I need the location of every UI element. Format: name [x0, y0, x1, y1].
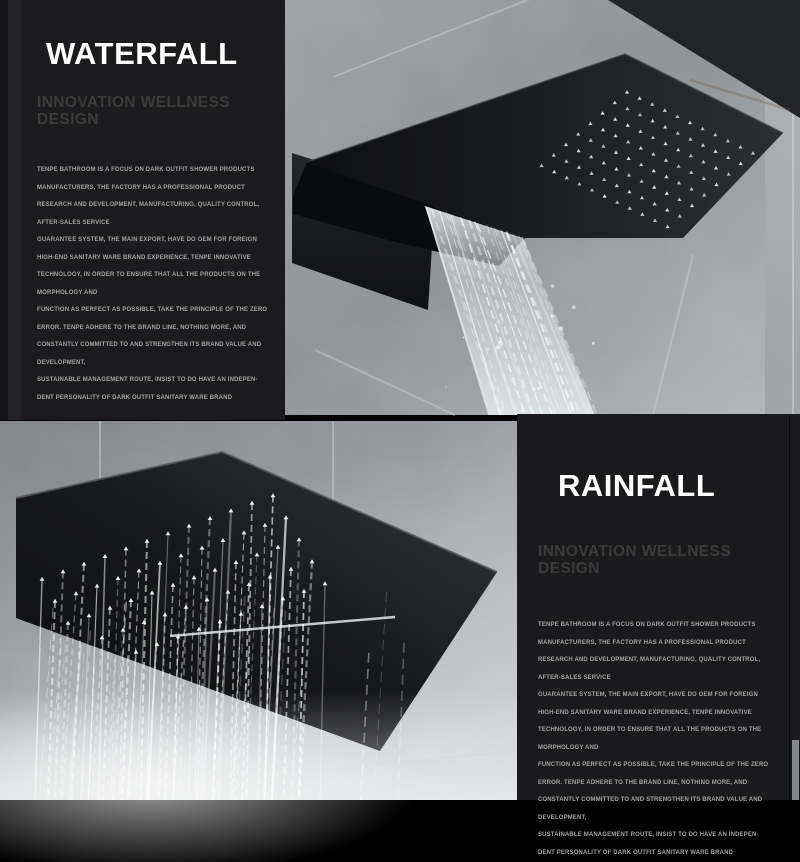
- water-droplet: [551, 315, 554, 318]
- body-text-line: CONSTANTLY COMMITTED TO AND STRENGTHEN ITS BRAND VALUE AND: [538, 792, 763, 810]
- water-droplet: [445, 386, 447, 388]
- body-text-line: FUNCTION AS PERFECT AS POSSIBLE, TAKE THE PRINCIPLE OF THE ZERO: [37, 302, 262, 320]
- body-text-line: MORPHOLOGY AND: [37, 285, 262, 303]
- body-text-line: FUNCTION AS PERFECT AS POSSIBLE, TAKE THE PRINCIPLE OF THE ZERO: [538, 757, 763, 775]
- water-droplet: [559, 326, 563, 330]
- body-text-line: RESEARCH AND DEVELOPMENT, MANUFACTURING, QUALITY CONTROL,: [538, 652, 763, 670]
- water-droplet: [537, 387, 540, 390]
- body-text-line: CONSTANTLY COMMITTED TO AND STRENGTHEN ITS BRAND VALUE AND: [37, 337, 262, 355]
- water-droplet: [572, 305, 576, 309]
- body-text-line: DEVELOPMENT,: [37, 355, 262, 373]
- water-droplet: [592, 342, 595, 345]
- water-droplet: [502, 322, 504, 324]
- water-droplet: [485, 364, 488, 367]
- subtitle-line: DESIGN: [538, 561, 731, 578]
- subtitle-line: DESIGN: [37, 112, 230, 129]
- subtitle-line: INNOVATION WELLNESS: [37, 95, 230, 112]
- waterfall-body-text: [37, 162, 262, 407]
- waterfall-subtitle: [37, 95, 230, 128]
- mist-overlay: [0, 691, 517, 800]
- panel-edge-line: [789, 414, 790, 800]
- body-text-line: MANUFACTURERS, THE FACTORY HAS A PROFESSIONAL PRODUCT: [538, 635, 763, 653]
- body-text-line: HIGH-END SANITARY WARE BRAND EXPERIENCE, TENPE INNOVATIVE: [37, 250, 262, 268]
- water-droplet: [532, 387, 535, 390]
- water-droplet: [498, 341, 501, 344]
- body-text-line: DENT PERSONALITY OF DARK OUTFIT SANITARY WARE BRAND: [538, 845, 763, 862]
- rainfall-subtitle: [538, 544, 731, 577]
- rainfall-body-text: [538, 617, 763, 862]
- body-text-line: MANUFACTURERS, THE FACTORY HAS A PROFESSIONAL PRODUCT: [37, 180, 262, 198]
- body-text-line: AFTER-SALES SERVICE: [37, 215, 262, 233]
- body-text-line: TECHNOLOGY, IN ORDER TO ENSURE THAT ALL THE PRODUCTS ON THE: [37, 267, 262, 285]
- body-text-line: TENPE BATHROOM IS A FOCUS ON DARK OUTFIT SHOWER PRODUCTS: [538, 617, 763, 635]
- body-text-line: RESEARCH AND DEVELOPMENT, MANUFACTURING, QUALITY CONTROL,: [37, 197, 262, 215]
- body-text-line: SUSTAINABLE MANAGEMENT ROUTE, INSIST TO DO HAVE AN INDEPEN-: [37, 372, 262, 390]
- water-droplet: [551, 284, 555, 288]
- waterfall-title: WATERFALL: [46, 36, 238, 72]
- panel-edge-glint: [792, 740, 799, 800]
- water-droplet: [463, 337, 465, 339]
- waterfall-mode-photo: [285, 0, 800, 415]
- subtitle-line: INNOVATION WELLNESS: [538, 544, 731, 561]
- body-text-line: DEVELOPMENT,: [538, 810, 763, 828]
- rainfall-mode-photo: [0, 421, 517, 800]
- water-droplet: [496, 320, 500, 324]
- water-droplet: [487, 347, 489, 349]
- body-text-line: GUARANTEE SYSTEM, THE MAIN EXPORT, HAVE DO OEM FOR FOREIGN: [37, 232, 262, 250]
- body-text-line: ERROR. TENPE ADHERE TO THE BRAND LINE, NOTHING MORE, AND: [37, 320, 262, 338]
- body-text-line: TECHNOLOGY, IN ORDER TO ENSURE THAT ALL THE PRODUCTS ON THE: [538, 722, 763, 740]
- rainfall-text-panel: [517, 414, 800, 800]
- body-text-line: MORPHOLOGY AND: [538, 740, 763, 758]
- body-text-line: ERROR. TENPE ADHERE TO THE BRAND LINE, NOTHING MORE, AND: [538, 775, 763, 793]
- water-droplet: [496, 346, 500, 350]
- body-text-line: HIGH-END SANITARY WARE BRAND EXPERIENCE, TENPE INNOVATIVE: [538, 705, 763, 723]
- body-text-line: DENT PERSONALITY OF DARK OUTFIT SANITARY WARE BRAND: [37, 390, 262, 408]
- rainfall-photo-art: [0, 421, 517, 800]
- body-text-line: AFTER-SALES SERVICE: [538, 670, 763, 688]
- body-text-line: GUARANTEE SYSTEM, THE MAIN EXPORT, HAVE DO OEM FOR FOREIGN: [538, 687, 763, 705]
- body-text-line: SUSTAINABLE MANAGEMENT ROUTE, INSIST TO DO HAVE AN INDEPEN-: [538, 827, 763, 845]
- body-text-line: TENPE BATHROOM IS A FOCUS ON DARK OUTFIT SHOWER PRODUCTS: [37, 162, 262, 180]
- waterfall-text-panel: [0, 0, 285, 420]
- rainfall-title: RAINFALL: [558, 468, 715, 504]
- waterfall-photo-art: [285, 0, 800, 415]
